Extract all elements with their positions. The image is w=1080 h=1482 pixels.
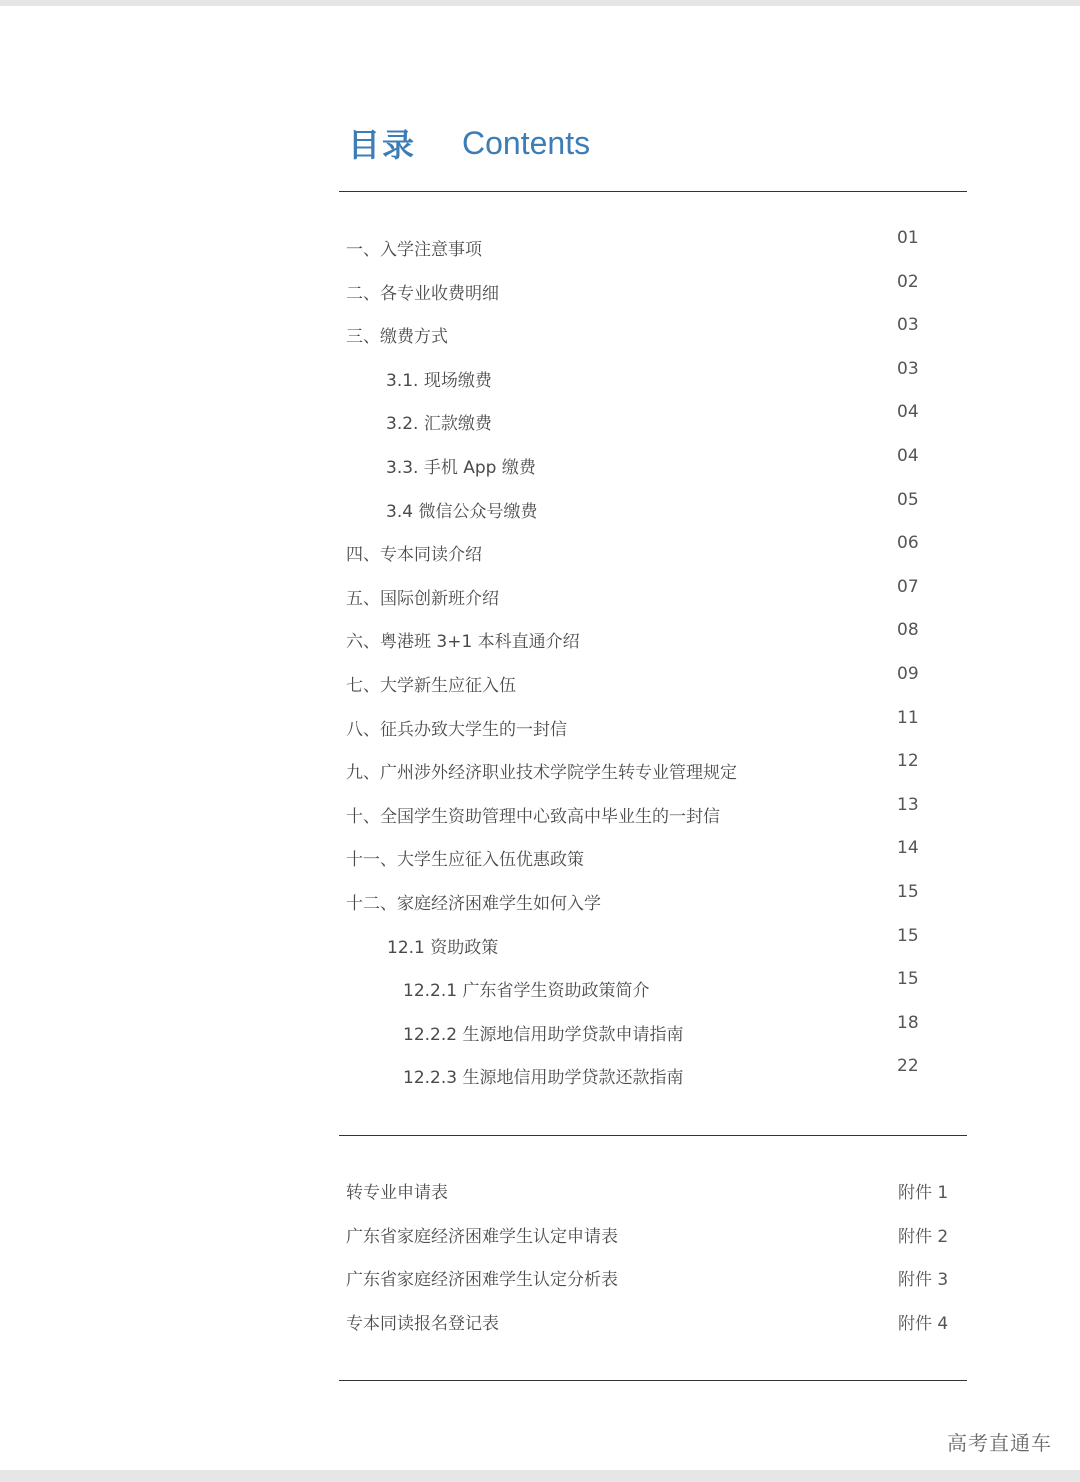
toc-entry[interactable] — [0, 1056, 1080, 1093]
toc-entry[interactable] — [0, 794, 1080, 832]
toc-entry[interactable] — [0, 315, 1080, 352]
appendix-entry-label: 广东省家庭经济困难学生认定分析表 — [346, 1270, 618, 1291]
toc-bottom-divider — [339, 1135, 967, 1136]
toc-entry-label: 四、专本同读介绍 — [346, 545, 482, 566]
toc-entry[interactable] — [0, 402, 1080, 439]
toc-entry[interactable] — [0, 446, 1080, 483]
toc-entry-label: 12.2.1 广东省学生资助政策简介 — [403, 981, 650, 1002]
toc-entry-label: 3.2. 汇款缴费 — [386, 414, 492, 435]
toc-entry-page-number: 15 — [897, 969, 919, 990]
toc-entry-label: 九、广州涉外经济职业技术学院学生转专业管理规定 — [346, 763, 737, 784]
toc-entry[interactable] — [0, 489, 1080, 527]
toc-entry[interactable] — [0, 664, 1080, 701]
top-border-band — [0, 0, 1080, 6]
toc-entry-label: 八、征兵办致大学生的一封信 — [346, 719, 567, 740]
toc-entry[interactable] — [0, 838, 1080, 875]
header-divider — [339, 191, 967, 192]
toc-entry-label: 12.2.3 生源地信用助学贷款还款指南 — [403, 1068, 684, 1089]
appendix-entry-ref: 附件 4 — [898, 1313, 949, 1334]
toc-entry-label: 十、全国学生资助管理中心致高中毕业生的一封信 — [346, 806, 720, 827]
toc-entry[interactable] — [0, 969, 1080, 1006]
toc-entry[interactable] — [0, 925, 1080, 963]
appendix-entry[interactable] — [0, 1178, 1080, 1208]
toc-entry-label: 3.3. 手机 App 缴费 — [386, 458, 536, 478]
toc-entry-page-number: 14 — [897, 838, 919, 859]
toc-entry[interactable] — [0, 576, 1080, 614]
toc-entry-page-number: 03 — [897, 315, 919, 336]
toc-entry-page-number: 05 — [897, 489, 919, 510]
toc-entry-page-number: 04 — [897, 446, 919, 466]
toc-entry-label: 六、粤港班 3+1 本科直通介绍 — [346, 632, 580, 653]
toc-entry-page-number: 06 — [897, 533, 919, 554]
toc-entry-label: 七、大学新生应征入伍 — [346, 676, 516, 696]
watermark-brand: 高考直通车 — [947, 1431, 1052, 1455]
appendix-entry-label: 转专业申请表 — [346, 1183, 448, 1203]
toc-entry-label: 三、缴费方式 — [346, 327, 448, 348]
appendix-entry[interactable] — [0, 1309, 1080, 1339]
toc-entry[interactable] — [0, 533, 1080, 570]
toc-entry-page-number: 03 — [897, 358, 919, 379]
toc-entry-page-number: 04 — [897, 402, 919, 423]
toc-entry[interactable] — [0, 228, 1080, 265]
toc-entry-page-number: 07 — [897, 576, 919, 597]
appendix-entry-label: 专本同读报名登记表 — [346, 1313, 499, 1334]
appendix-entry-ref: 附件 2 — [898, 1226, 949, 1247]
toc-entry-page-number: 02 — [897, 271, 919, 292]
toc-entry-label: 五、国际创新班介绍 — [346, 588, 499, 609]
title-chinese: 目录 — [348, 126, 417, 164]
toc-entry-label: 十一、大学生应征入伍优惠政策 — [346, 850, 584, 871]
toc-entry-page-number: 22 — [897, 1056, 919, 1077]
toc-entry[interactable] — [0, 882, 1080, 919]
appendix-entry-label: 广东省家庭经济困难学生认定申请表 — [346, 1226, 618, 1247]
toc-entry-page-number: 11 — [897, 707, 919, 728]
appendix-entry[interactable] — [0, 1222, 1080, 1252]
toc-entry-label: 12.2.2 生源地信用助学贷款申请指南 — [403, 1024, 684, 1045]
toc-entry[interactable] — [0, 358, 1080, 396]
toc-entry-label: 3.1. 现场缴费 — [386, 370, 492, 391]
toc-entry-page-number: 13 — [897, 794, 919, 815]
page-header — [348, 118, 590, 168]
toc-entry[interactable] — [0, 1012, 1080, 1050]
bottom-border-band — [0, 1470, 1080, 1482]
toc-entry-page-number: 09 — [897, 664, 919, 684]
appendix-bottom-divider — [339, 1380, 967, 1381]
toc-entry-label: 一、入学注意事项 — [346, 240, 482, 260]
appendix-entry[interactable] — [0, 1265, 1080, 1295]
title-english: Contents — [462, 124, 591, 161]
toc-entry-label: 十二、家庭经济困难学生如何入学 — [346, 894, 601, 914]
toc-entry-page-number: 12 — [897, 751, 919, 772]
toc-entry[interactable] — [0, 620, 1080, 657]
appendix-entry-ref: 附件 1 — [898, 1183, 949, 1203]
toc-entry-page-number: 01 — [897, 228, 919, 248]
toc-entry[interactable] — [0, 751, 1080, 788]
toc-entry-page-number: 15 — [897, 925, 919, 946]
toc-entry-label: 12.1 资助政策 — [387, 937, 499, 958]
toc-entry-page-number: 08 — [897, 620, 919, 641]
appendix-entry-ref: 附件 3 — [898, 1270, 949, 1291]
toc-entry-page-number: 18 — [897, 1012, 919, 1033]
toc-entry[interactable] — [0, 707, 1080, 745]
toc-entry-page-number: 15 — [897, 882, 919, 902]
toc-entry-label: 3.4 微信公众号缴费 — [386, 501, 538, 522]
toc-entry[interactable] — [0, 271, 1080, 309]
toc-entry-label: 二、各专业收费明细 — [346, 283, 499, 304]
